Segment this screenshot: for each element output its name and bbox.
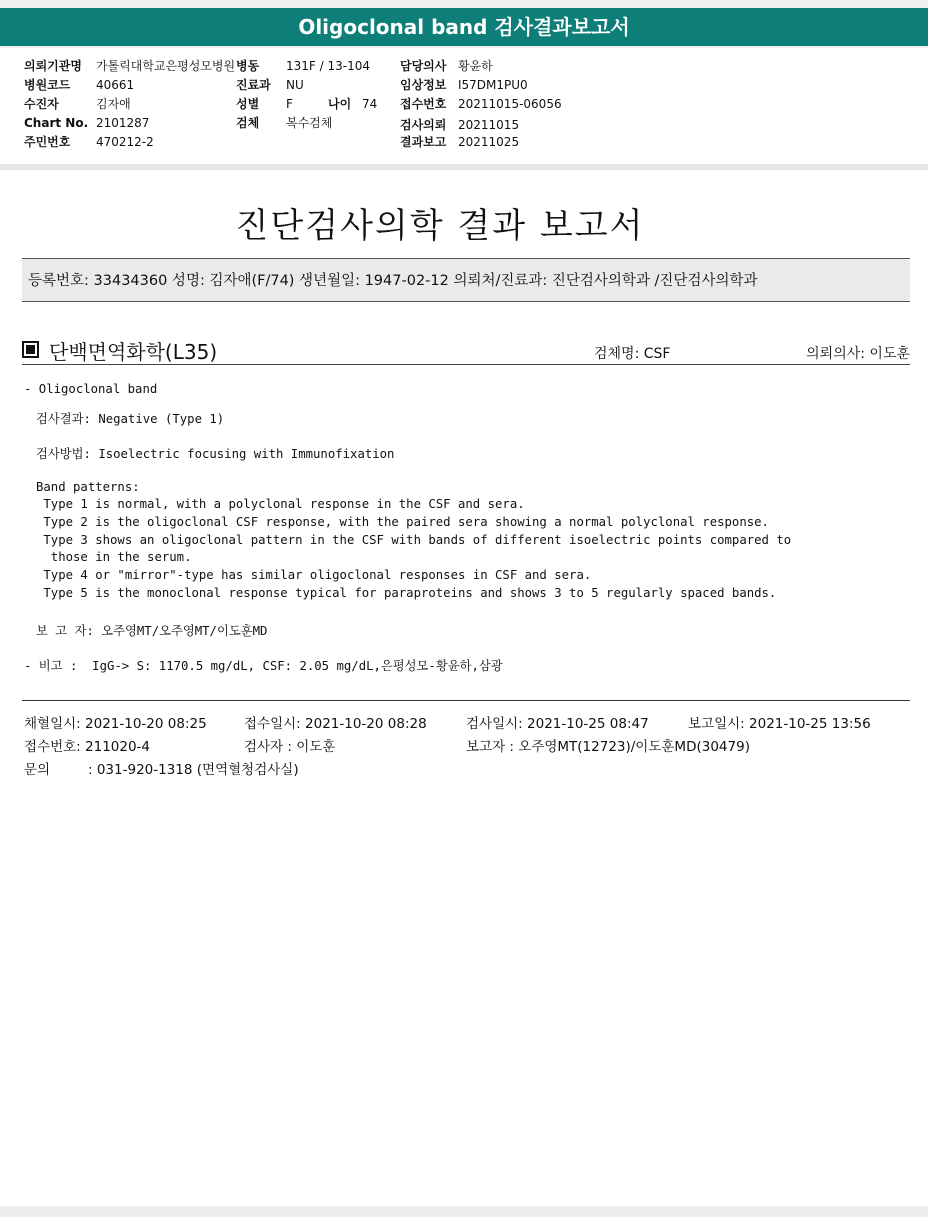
section-header (22, 334, 910, 365)
receive-time-value: 2021-10-20 08:28 (305, 716, 427, 732)
receipt-no-label: 접수번호 (400, 97, 447, 111)
collection-time-label: 채혈일시: (24, 716, 81, 732)
receive-time-label: 접수일시: (244, 716, 301, 732)
dept-value: NU (286, 78, 304, 92)
report-date-row (400, 133, 519, 150)
specimen-value: 복수검체 (286, 116, 333, 130)
clinical-info-value: I57DM1PU0 (458, 78, 528, 92)
ward-label: 병동 (236, 59, 260, 73)
age-value: 74 (362, 97, 378, 111)
patient-row (24, 95, 131, 112)
band-pattern-2: Type 2 is the oligoclonal CSF response, with the paired sera showing a normal polyclonal response. (36, 515, 769, 529)
collection-time (24, 712, 207, 732)
collection-time-value: 2021-10-20 08:25 (85, 716, 207, 732)
report-date-label: 결과보고 (400, 135, 447, 149)
ward-row (236, 57, 370, 74)
report-time (688, 712, 871, 732)
specimen-name: 검체명: CSF (594, 346, 671, 362)
chart-no-label: Chart No. (24, 116, 89, 130)
test-time-value: 2021-10-25 08:47 (527, 716, 649, 732)
accession-no (24, 735, 150, 755)
institution-value: 가톨릭대학교은평성모병원 (96, 59, 236, 73)
rrn-label: 주민번호 (24, 135, 71, 149)
doctor-row (400, 57, 493, 74)
tester-label: 검사자 : (244, 739, 292, 755)
hospital-code-row (24, 76, 134, 93)
clinical-info-label: 임상정보 (400, 78, 447, 92)
report-time-label: 보고일시: (688, 716, 745, 732)
remark-line: - 비고 : IgG-> S: 1170.5 mg/dL, CSF: 2.05 mg/dL,은평성모-황윤하,삼광 (24, 659, 503, 673)
receipt-no-value: 20211015-06056 (458, 97, 562, 111)
dept-row (236, 76, 304, 93)
sex-label: 성별 (236, 97, 260, 111)
test-time-label: 검사일시: (466, 716, 523, 732)
square-bullet-icon (22, 341, 39, 358)
rrn-value: 470212-2 (96, 135, 154, 149)
specimen-row (236, 114, 332, 131)
accession-no-value: 211020-4 (85, 739, 151, 755)
receipt-no-row (400, 95, 562, 112)
doctor-label: 담당의사 (400, 59, 447, 73)
test-result: 검사결과: Negative (Type 1) (36, 412, 225, 426)
tester-value: 이도훈 (296, 739, 336, 755)
patient-value: 김자애 (96, 97, 131, 111)
institution-row (24, 57, 235, 74)
band-pattern-1: Type 1 is normal, with a polyclonal response in the CSF and sera. (36, 497, 525, 511)
accession-no-label: 접수번호: (24, 739, 81, 755)
ward-value: 131F / 13-104 (286, 59, 370, 73)
contact-value: : 031-920-1318 (면역혈청검사실) (88, 762, 299, 778)
patient-label: 수진자 (24, 97, 59, 111)
report-date-value: 20211025 (458, 135, 520, 149)
requesting-doctor: 의뢰의사: 이도훈 (806, 346, 910, 362)
test-name: - Oligoclonal band (24, 382, 158, 396)
request-date-label: 검사의뢰 (400, 118, 447, 132)
band-pattern-3: Type 3 shows an oligoclonal pattern in the CSF with bands of different isoelectric points compared to (36, 533, 792, 547)
sex-value: F (286, 97, 293, 111)
age-label: 나이 (328, 97, 352, 111)
reporter (466, 735, 750, 755)
test-method: 검사방법: Isoelectric focusing with Immunofixation (36, 447, 395, 461)
band-pattern-4: Type 4 or "mirror"-type has similar oligoclonal responses in CSF and sera. (36, 568, 592, 582)
report-title: 진단검사의학 결과 보고서 (235, 206, 645, 246)
sex-row (236, 95, 377, 112)
bottom-strip (0, 1206, 928, 1217)
section-title (22, 336, 217, 365)
test-time (466, 712, 649, 732)
order-info-panel (0, 48, 928, 164)
specimen-label: 검체 (236, 116, 260, 130)
dept-label: 진료과 (236, 78, 271, 92)
reporter-value: 오주영MT(12723)/이도훈MD(30479) (518, 739, 750, 755)
report-time-value: 2021-10-25 13:56 (749, 716, 871, 732)
request-date-row (400, 116, 519, 133)
section-title-text: 단백면역화학(L35) (49, 340, 218, 364)
patient-info-bar: 등록번호: 33434360 성명: 김자애(F/74) 생년월일: 1947-02-12 의뢰처/진료과: 진단검사의학과 /진단검사의학과 (22, 258, 910, 302)
tester (244, 735, 335, 755)
rrn-row (24, 133, 154, 150)
institution-label: 의뢰기관명 (24, 59, 82, 73)
chart-no-value: 2101287 (96, 116, 150, 130)
clinical-info-row (400, 76, 528, 93)
chart-no-row (24, 116, 149, 130)
doctor-value: 황윤하 (458, 59, 493, 73)
hospital-code-value: 40661 (96, 78, 135, 92)
band-pattern-3-cont: those in the serum. (36, 550, 192, 564)
reporter-label: 보고자 : (466, 739, 514, 755)
band-pattern-5: Type 5 is the monoclonal response typical for paraproteins and shows 3 to 5 regularly spaced bands. (36, 586, 777, 600)
report-banner-title: Oligoclonal band 검사결과보고서 (0, 8, 928, 46)
reporter-line: 보 고 자: 오주영MT/오주영MT/이도훈MD (36, 624, 268, 638)
request-date-value: 20211015 (458, 118, 520, 132)
contact (24, 758, 299, 778)
band-patterns-heading: Band patterns: (36, 480, 140, 494)
report-paper (0, 170, 928, 1206)
contact-label: 문의 (24, 762, 51, 778)
hospital-code-label: 병원코드 (24, 78, 71, 92)
receive-time (244, 712, 427, 732)
footer-divider (22, 700, 910, 701)
